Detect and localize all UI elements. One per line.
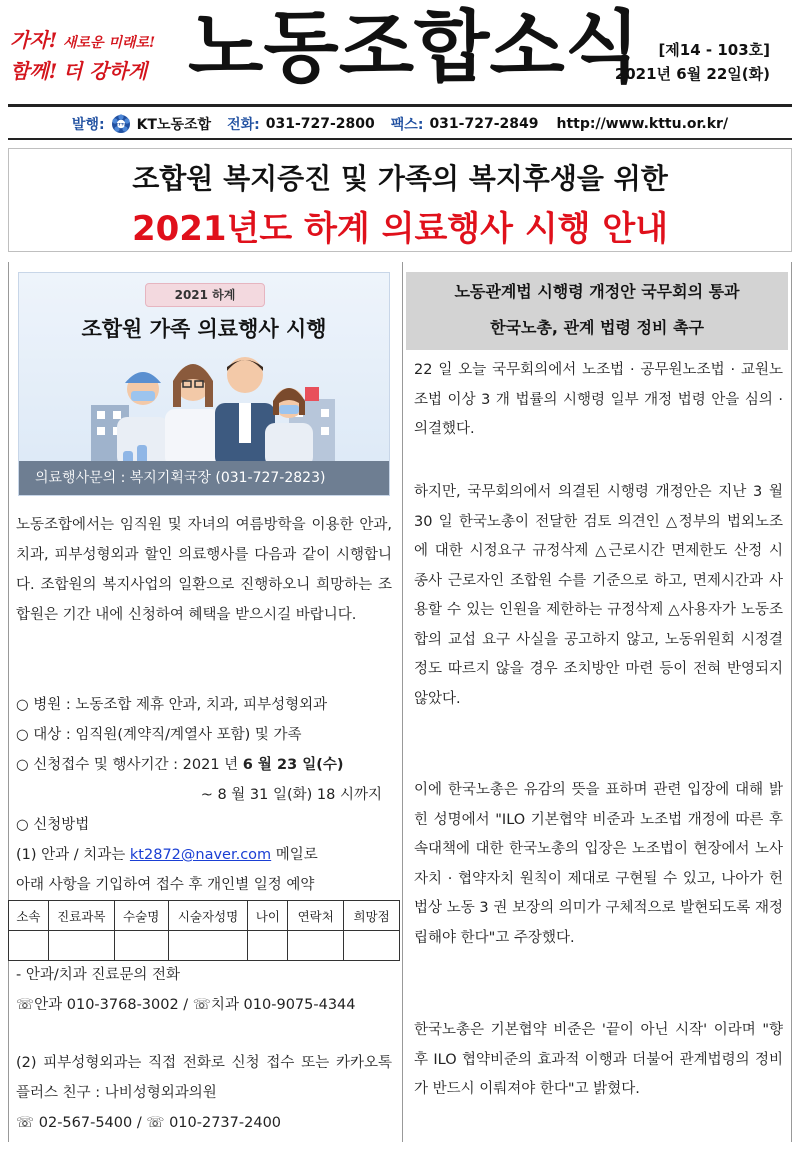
medical-event-banner bbox=[18, 272, 390, 496]
target-item: ○ 대상 : 임직원(계약직/계열사 포함) 및 가족 bbox=[16, 727, 302, 743]
issue-number: [제14 - 103호] bbox=[658, 41, 770, 59]
headline-box bbox=[8, 148, 792, 252]
medical-staff-illustration bbox=[19, 347, 390, 467]
masthead-rule bbox=[8, 104, 792, 107]
period-end: ~ 8 월 31 일(화) 18 시까지 bbox=[200, 787, 382, 803]
event-details bbox=[16, 690, 392, 900]
phone-label: 전화: bbox=[227, 117, 260, 133]
method1-prefix: (1) 안과 / 치과는 bbox=[16, 847, 130, 863]
period-start: 6 월 23 일(수) bbox=[242, 757, 344, 773]
article-paragraph-1: 22 일 오늘 국무회의에서 노조법 · 공무원노조법 · 교원노조법 이상 3 개 법률의 시행령 일부 개정 법령 안을 심의 · 의결했다. bbox=[414, 362, 783, 437]
article-paragraph-4: 한국노총은 기본협약 비준은 '끝이 아닌 시작' 이라며 "향후 ILO 협약비준의 효과적 이행과 더불어 관계법령의 정비가 반드시 이뤄져야 한다"고 밝혔다. bbox=[414, 1022, 783, 1097]
method1-line1 bbox=[16, 840, 392, 870]
method2-paragraph: (2) 피부성형외과는 직접 전화로 신청 접수 또는 카카오톡 플러스 친구 : 나비성형외과의원 bbox=[16, 1055, 392, 1101]
table-header: 연락처 bbox=[288, 901, 344, 931]
period-prefix: ○ 신청접수 및 행사기간 : 2021 년 bbox=[16, 757, 243, 773]
method1-line2: 아래 사항을 기입하여 접수 후 개인별 일정 예약 bbox=[16, 877, 315, 893]
table-cell bbox=[9, 931, 49, 961]
table-header: 시술자성명 bbox=[168, 901, 248, 931]
fax-label: 팩스: bbox=[390, 117, 424, 133]
column-divider bbox=[402, 262, 403, 1142]
slogan-together: 함께! bbox=[10, 59, 58, 83]
issue-info bbox=[615, 38, 770, 86]
email-link[interactable]: kt2872@naver.com bbox=[129, 847, 272, 863]
headline-line2: 2021년도 하계 의료행사 시행 안내 bbox=[131, 209, 669, 249]
table-cell bbox=[344, 931, 400, 961]
phone-header: - 안과/치과 진료문의 전화 bbox=[16, 967, 181, 983]
method1-suffix: 메일로 bbox=[271, 847, 318, 863]
slogan-future: 새로운 미래로! bbox=[63, 35, 156, 51]
contact-details bbox=[16, 960, 392, 1020]
article-paragraph-3: 이에 한국노총은 유감의 뜻을 표하며 관련 입장에 대해 밝힌 성명에서 "ILO 기본협약 비준과 노조법 개정에 따른 후속대책에 대한 한국노총의 입장은 노조법이 현장에서 노사자치 · 협약자치 원칙이 제대로 구현될 수 있고, 나아가 헌법상 노동 3 권 보장의 의미가 구체적으로 발현되도록 재정립해야 한다"고 주장했다. bbox=[414, 782, 783, 946]
nurse-icon bbox=[165, 364, 221, 467]
article-subtitle: 한국노총, 관계 법령 정비 촉구 bbox=[490, 318, 704, 337]
table-header-row bbox=[9, 901, 400, 931]
newsletter-title: 노동조합소식 bbox=[188, 3, 641, 93]
table-header: 수술명 bbox=[114, 901, 168, 931]
table-header: 진료과목 bbox=[48, 901, 114, 931]
kttu-logo-icon bbox=[111, 114, 131, 134]
banner-contact: 의료행사문의 : 복지기획국장 (031-727-2823) bbox=[19, 461, 389, 495]
article-title: 노동관계법 시행령 개정안 국무회의 통과 bbox=[454, 282, 740, 301]
intro-paragraph: 노동조합에서는 임직원 및 자녀의 여름방학을 이용한 안과, 치과, 피부성형외과 할인 의료행사를 다음과 같이 시행합니다. 조합원의 복지사업의 일환으로 진행하오니 희망하는 조합원은 기간 내에 신청하여 혜택을 받으시길 바랍니다. bbox=[16, 517, 392, 623]
table-header: 희망점 bbox=[344, 901, 400, 931]
table-cell bbox=[168, 931, 248, 961]
table-cell bbox=[114, 931, 168, 961]
table-cell bbox=[48, 931, 114, 961]
slogan bbox=[10, 26, 170, 87]
publisher-label: 발행: bbox=[71, 117, 105, 133]
table-header: 나이 bbox=[248, 901, 288, 931]
publisher-bar bbox=[8, 110, 792, 140]
column-border-left bbox=[8, 262, 9, 1142]
hospital-item: ○ 병원 : 노동조합 제휴 안과, 치과, 피부성형외과 bbox=[16, 697, 328, 713]
article-paragraph-2: 하지만, 국무회의에서 의결된 시행령 개정안은 지난 3 월 30 일 한국노총이 전달한 검토 의견인 △정부의 법외노조에 대한 시정요구 규정삭제 △근로시간 면제한도 산정 시 종사 근로자인 조합원 수를 기준으로 하고, 면제시간과 사용할 수 있는 인원을 제한하는 규정삭제 △사용자가 노동조합의 교섭 요구 사실을 공고하지 않고, 노동위원회 시정결정도 따르지 않을 경우 조치방안 마련 등이 전혀 반영되지 않았다. bbox=[414, 484, 783, 707]
clinic-phones: ☏안과 010-3768-3002 / ☏치과 010-9075-4344 bbox=[16, 997, 356, 1013]
dermatology-phones: ☏ 02-567-5400 / ☏ 010-2737-2400 bbox=[16, 1115, 282, 1131]
website-link[interactable]: http://www.kttu.or.kr/ bbox=[556, 116, 729, 132]
column-border-right bbox=[791, 262, 792, 1142]
issue-date: 2021년 6월 22일(화) bbox=[614, 65, 770, 83]
banner-ribbon: 2021 하계 bbox=[145, 283, 265, 307]
method-heading: ○ 신청방법 bbox=[16, 817, 90, 833]
slogan-stronger: 더 강하게 bbox=[63, 59, 148, 83]
fax-number: 031-727-2849 bbox=[429, 116, 539, 132]
svg-text:KTTU: KTTU bbox=[115, 122, 126, 127]
slogan-go: 가자! bbox=[10, 28, 58, 52]
table-cell bbox=[248, 931, 288, 961]
application-form-table bbox=[8, 900, 400, 961]
table-header: 소속 bbox=[9, 901, 49, 931]
masthead bbox=[0, 0, 800, 100]
period-item bbox=[16, 750, 392, 780]
table-cell bbox=[288, 931, 344, 961]
article-header bbox=[406, 272, 788, 350]
table-row bbox=[9, 931, 400, 961]
phone-number: 031-727-2800 bbox=[265, 116, 375, 132]
publisher-name: KT노동조합 bbox=[136, 117, 212, 133]
headline-line1: 조합원 복지증진 및 가족의 복지후생을 위한 bbox=[132, 162, 668, 195]
banner-title: 조합원 가족 의료행사 시행 bbox=[81, 317, 327, 341]
